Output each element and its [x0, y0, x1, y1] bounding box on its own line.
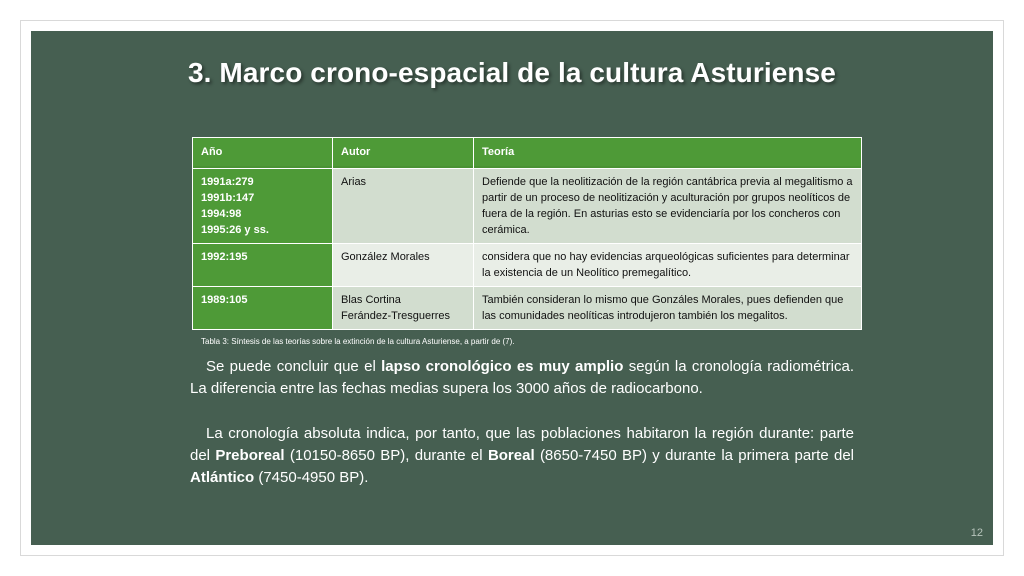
header-year: Año: [193, 138, 333, 169]
table-header-row: [193, 138, 862, 169]
year-line: 1991a:279: [201, 176, 254, 188]
year-cell: [193, 244, 333, 287]
theory-cell: También consideran lo mismo que Gonzáles Morales, pues defienden que las comunidades neolíticas introdujeron también los megalitos.: [474, 287, 862, 330]
year-cell: [193, 169, 333, 244]
theory-cell: Defiende que la neolitización de la región cantábrica previa al megalitismo a partir de un proceso de neolitización y aculturación por grupos neolíticos de fuera de la región. En asturias esto se evidenciaría por los concheros con cerámica.: [474, 169, 862, 244]
boreal-term: Boreal: [487, 447, 535, 464]
author-line: Blas Cortina: [341, 294, 401, 306]
slide: [31, 31, 993, 545]
preboreal-term: Preboreal: [215, 447, 285, 464]
theories-table: [192, 137, 862, 330]
author-cell: [333, 169, 474, 244]
author-line: Arias: [341, 176, 367, 188]
year-line: 1994:98: [201, 208, 242, 220]
para2-text: (8650-7450 BP) y durante la primera parte del: [534, 447, 854, 464]
author-line: González Morales: [341, 251, 430, 263]
conclusion-paragraph: [190, 356, 854, 400]
year-line: 1991b:147: [201, 192, 255, 204]
year-line: 1992:195: [201, 251, 248, 263]
year-cell: [193, 287, 333, 330]
year-line: 1995:26 y ss.: [201, 224, 269, 236]
para2-text: La cronología absoluta indica, por tanto, que las poblaciones habitaron la región durante: parte del: [190, 425, 854, 464]
author-cell: [333, 287, 474, 330]
page-number: 12: [970, 527, 983, 539]
para1-bold: lapso cronológico es muy amplio: [381, 358, 624, 375]
header-theory: Teoría: [474, 138, 862, 169]
table-caption: Tabla 3: Síntesis de las teorías sobre la extinción de la cultura Asturiense, a partir de (7).: [201, 337, 515, 346]
author-line: Ferández-Tresguerres: [341, 310, 451, 322]
para2-text: (10150-8650 BP), durante el: [284, 447, 488, 464]
theory-cell: considera que no hay evidencias arqueológicas suficientes para determinar la existencia de un Neolítico premegalítico.: [474, 244, 862, 287]
para1-text: Se puede concluir que el: [206, 358, 382, 375]
author-cell: [333, 244, 474, 287]
chronology-paragraph: [190, 423, 854, 489]
year-line: 1989:105: [201, 294, 248, 306]
table-row: [193, 287, 862, 330]
header-author: Autor: [333, 138, 474, 169]
para2-text: (7450-4950 BP).: [254, 469, 369, 486]
para1-text: según la cronología radiométrica. La diferencia entre las fechas medias supera los 3000 años de radiocarbono.: [190, 358, 855, 397]
slide-title: 3. Marco crono-espacial de la cultura Asturiense: [188, 57, 836, 88]
table-row: [193, 244, 862, 287]
table-row: [193, 169, 862, 244]
atlantico-term: Atlántico: [190, 469, 255, 486]
